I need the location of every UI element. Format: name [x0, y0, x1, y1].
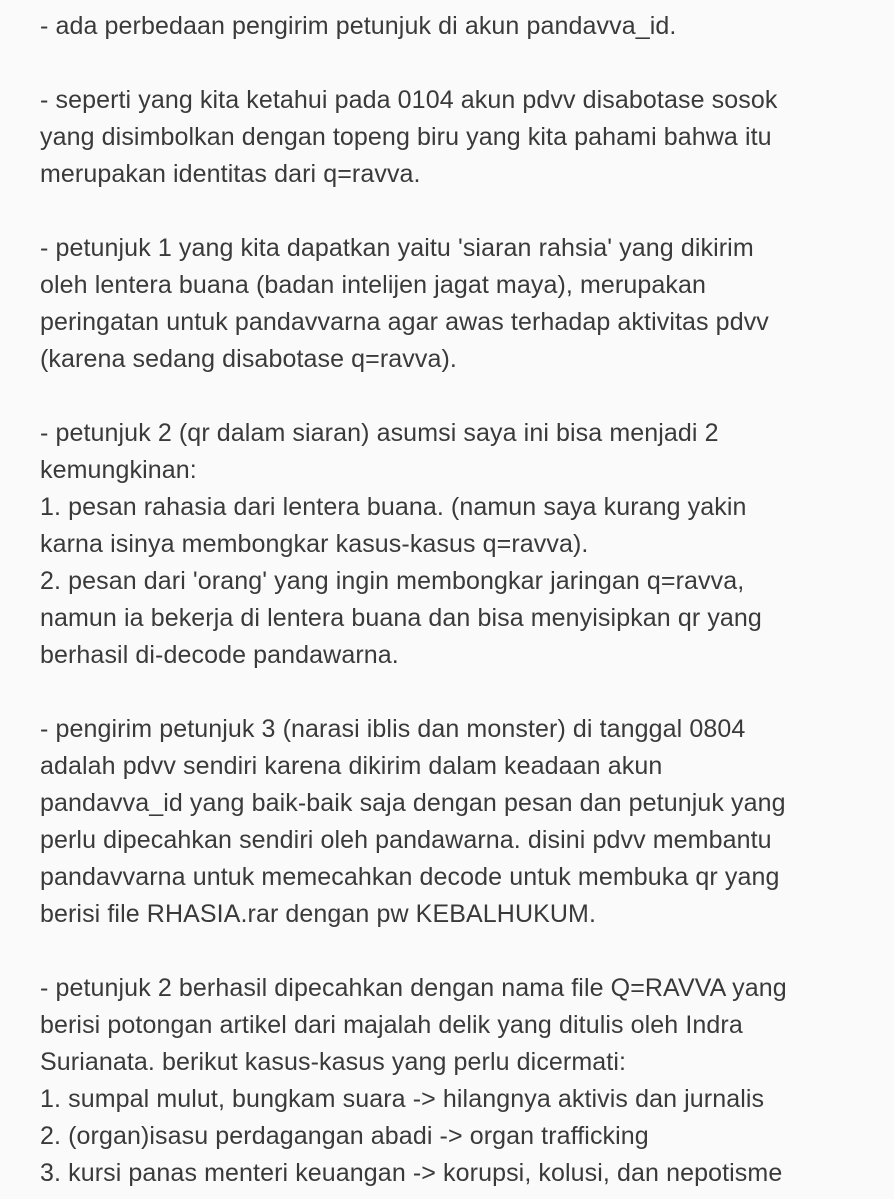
text-line: adalah pdvv sendiri karena dikirim dalam keadaan akun: [40, 752, 663, 780]
paragraph-gap: [40, 933, 880, 970]
paragraph-gap: [40, 674, 880, 711]
text-line: kemungkinan:: [40, 456, 197, 484]
text-line: (karena sedang disabotase q=ravva).: [40, 345, 457, 373]
text-line: peringatan untuk pandavvarna agar awas terhadap aktivitas pdvv: [40, 308, 769, 336]
text-line: oleh lentera buana (badan intelijen jagat maya), merupakan: [40, 271, 706, 299]
list-item: 2. pesan dari 'orang' yang ingin membongkar jaringan q=ravva,: [40, 567, 745, 595]
paragraph-sender-difference: [40, 8, 880, 45]
text-line: berisi potongan artikel dari majalah delik yang ditulis oleh Indra: [40, 1011, 743, 1039]
text-line: - ada perbedaan pengirim petunjuk di akun pandavva_id.: [40, 12, 677, 40]
paragraph-gap: [40, 378, 880, 415]
paragraph-solved-clue: [40, 970, 880, 1192]
text-line: karna isinya membongkar kasus-kasus q=ravva).: [40, 530, 589, 558]
paragraph-sabotage: [40, 82, 880, 193]
text-line: yang disimbolkan dengan topeng biru yang kita pahami bahwa itu: [40, 123, 772, 151]
paragraph-gap: [40, 193, 880, 230]
text-line: pandavva_id yang baik-baik saja dengan pesan dan petunjuk yang: [40, 789, 786, 817]
paragraph-clue-2: [40, 415, 880, 674]
list-item: 2. (organ)isasu perdagangan abadi -> organ trafficking: [40, 1122, 649, 1150]
text-line: - petunjuk 2 (qr dalam siaran) asumsi saya ini bisa menjadi 2: [40, 419, 719, 447]
text-line: pandavvarna untuk memecahkan decode untuk membuka qr yang: [40, 863, 780, 891]
text-line: - seperti yang kita ketahui pada 0104 akun pdvv disabotase sosok: [40, 86, 778, 114]
text-line: Surianata. berikut kasus-kasus yang perlu dicermati:: [40, 1048, 627, 1076]
text-line: berisi file RHASIA.rar dengan pw KEBALHUKUM.: [40, 900, 596, 928]
paragraph-gap: [40, 45, 880, 82]
paragraph-clue-3: [40, 711, 880, 933]
list-item: 1. pesan rahasia dari lentera buana. (namun saya kurang yakin: [40, 493, 747, 521]
list-item: 1. sumpal mulut, bungkam suara -> hilangnya aktivis dan jurnalis: [40, 1085, 765, 1113]
paragraph-clue-1: [40, 230, 880, 378]
text-line: berhasil di-decode pandawarna.: [40, 641, 399, 669]
text-line: namun ia bekerja di lentera buana dan bisa menyisipkan qr yang: [40, 604, 762, 632]
text-line: merupakan identitas dari q=ravva.: [40, 160, 421, 188]
text-line: - pengirim petunjuk 3 (narasi iblis dan monster) di tanggal 0804: [40, 715, 746, 743]
list-item: 3. kursi panas menteri keuangan -> korupsi, kolusi, dan nepotisme: [40, 1159, 783, 1187]
text-line: - petunjuk 1 yang kita dapatkan yaitu 'siaran rahsia' yang dikirim: [40, 234, 754, 262]
text-line: - petunjuk 2 berhasil dipecahkan dengan nama file Q=RAVVA yang: [40, 974, 787, 1002]
note-body: [40, 8, 880, 1192]
text-line: perlu dipecahkan sendiri oleh pandawarna. disini pdvv membantu: [40, 826, 772, 854]
